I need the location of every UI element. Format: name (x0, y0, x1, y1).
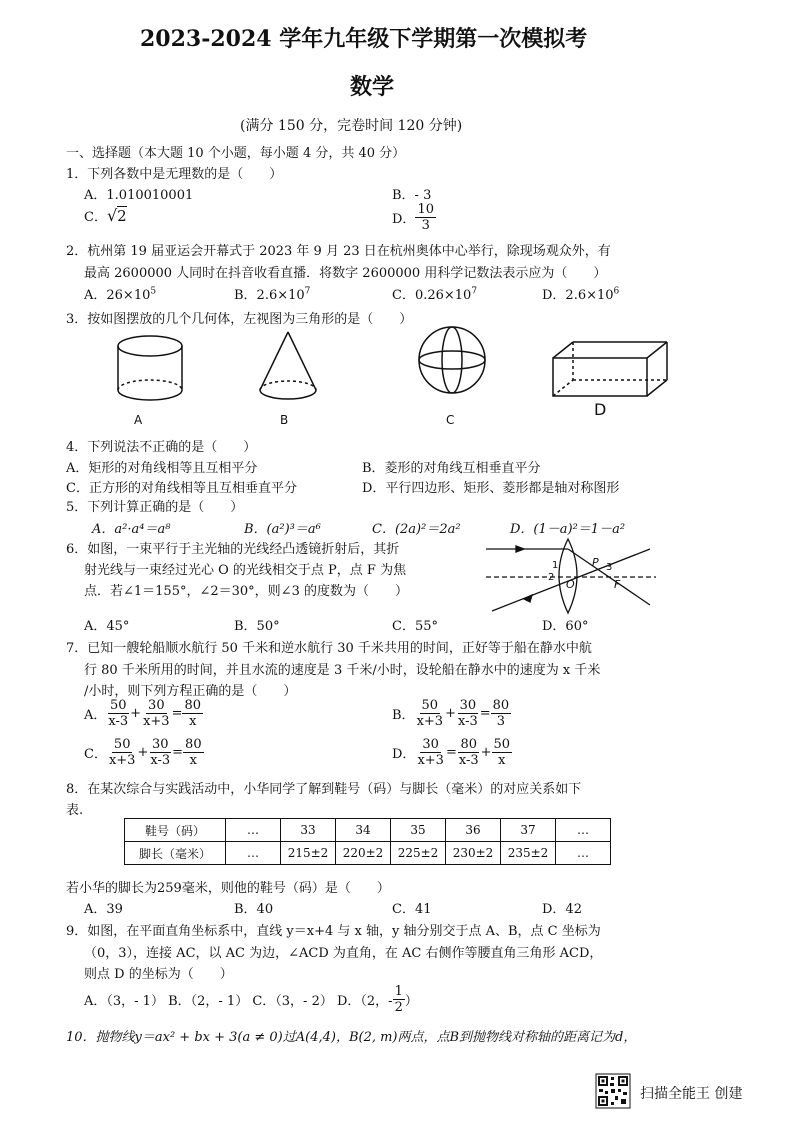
q1-option-a: A．1.010010001 (84, 188, 194, 203)
q9-line1: 9．如图，在平面直角坐标系中，直线 y＝x+4 与 x 轴，y 轴分别交于点 A、B，点 C 坐标为 (66, 924, 601, 939)
sqrt-symbol: √ (106, 206, 118, 225)
q3-label-d: D (594, 400, 607, 419)
q7-b-label: B． (392, 708, 415, 723)
q2-a-exp: 5 (150, 286, 157, 297)
num: 80 (460, 737, 477, 752)
num: 30 (422, 737, 439, 752)
q8-option-d: D．42 (542, 902, 582, 917)
q4-option-d: D．平行四边形、矩形、菱形都是轴对称图形 (362, 481, 620, 496)
q2-option-b (234, 284, 310, 303)
q3-stem: 3．按如图摆放的几个几何体，左视图为三角形的是（ ） (66, 312, 413, 327)
q7-b-frac2 (456, 698, 480, 729)
q6-option-d: D．60° (542, 619, 589, 634)
q5-option-a: A．a²·a⁴＝a⁸ (92, 522, 171, 537)
q6-option-b: B．50° (234, 619, 280, 634)
sphere-figure (419, 327, 485, 393)
num: 50 (113, 737, 131, 752)
q6-line2: 射光线与一束经过光心 O 的光线相交于点 P，点 F 为焦 (84, 563, 407, 578)
q2-c-exp: 7 (471, 286, 478, 297)
table-cell: 36 (446, 819, 501, 842)
q2-option-a (84, 284, 156, 303)
equals-sign: = (171, 706, 183, 721)
table-cell: 215±2 (281, 842, 336, 865)
q7-c-frac1 (107, 737, 138, 768)
q2-b-exp: 7 (304, 286, 311, 297)
q7-a-label: A． (84, 708, 107, 723)
num: 30 (459, 698, 477, 713)
q2-d-exp: 6 (613, 286, 620, 297)
q3-label-a: A (134, 413, 143, 427)
section-heading: 一、选择题（本大题 10 个小题，每小题 4 分，共 40 分） (66, 146, 406, 161)
den: 3 (496, 714, 506, 729)
q9-line2: （0，3），连接 AC，以 AC 为边，∠ACD 为直角，在 AC 右侧作等腰直角三角形 ACD， (84, 946, 603, 961)
q9-options-text: A．（3，- 1） B．（2，- 1） C．（3，- 2） D．（2，- (84, 994, 393, 1009)
q1-option-b: B．- 3 (392, 188, 432, 203)
q7-b-frac1 (415, 698, 446, 729)
num: 50 (421, 698, 439, 713)
q7-a-frac3 (182, 698, 203, 729)
q8-line2: 表. (66, 803, 84, 818)
q8-option-c: C．41 (392, 902, 432, 917)
q7-c-frac2 (148, 737, 172, 768)
q2-d-text: D．2.6×10 (542, 288, 614, 303)
plus-sign: + (137, 745, 149, 760)
table-cell: 37 (501, 819, 556, 842)
q6-option-c: C．55° (392, 619, 438, 634)
q6-option-a: A．45° (84, 619, 130, 634)
q7-option-c (84, 737, 204, 768)
table-cell: … (226, 819, 281, 842)
q7-d-frac1 (415, 737, 446, 768)
q8-line1: 8．在某次综合与实践活动中，小华同学了解到鞋号（码）与脚长（毫米）的对应关系如下 (66, 782, 582, 797)
equals-sign: = (445, 745, 457, 760)
num: 1 (394, 984, 403, 999)
table-cell: 35 (391, 819, 446, 842)
table-cell: 33 (281, 819, 336, 842)
num: 80 (492, 698, 510, 713)
table-cell: … (556, 842, 611, 865)
num: 50 (493, 737, 511, 752)
table-cell: 230±2 (446, 842, 501, 865)
q1-den: 3 (421, 218, 430, 233)
den: x+3 (108, 753, 136, 768)
q4-stem: 4．下列说法不正确的是（ ） (66, 440, 257, 455)
q6-line1: 6．如图，一束平行于主光轴的光线经凸透镜折射后，其折 (66, 542, 400, 557)
q4-option-b: B．菱形的对角线互相垂直平分 (362, 461, 541, 476)
q4-option-c: C．正方形的对角线相等且互相垂直平分 (66, 481, 297, 496)
plus-sign: + (445, 706, 456, 721)
q6-label-p: P (592, 556, 599, 569)
q1-option-c (84, 206, 127, 225)
q7-a-frac1 (106, 698, 130, 729)
q3-label-c: C (446, 413, 455, 427)
den: x+3 (143, 714, 170, 729)
q7-c-label: C． (84, 747, 107, 762)
q1-option-c-label: C． (84, 210, 107, 225)
num: 30 (151, 737, 169, 752)
q10-line1: 10．抛物线y＝ax² + bx + 3(a ≠ 0)过A(4,4)，B(2, m)两点，点B到抛物线对称轴的距离记为d， (66, 1030, 637, 1045)
table-cell: … (556, 819, 611, 842)
table-cell: 34 (336, 819, 391, 842)
table-cell: 235±2 (501, 842, 556, 865)
q1-fraction (415, 202, 436, 233)
den: x-3 (108, 714, 129, 729)
exam-subject: 数学 (350, 74, 395, 100)
table-row (125, 842, 611, 865)
q5-option-c: C．(2a)²＝2a² (372, 522, 461, 537)
q9-options (84, 984, 418, 1015)
q1-num: 10 (417, 202, 434, 217)
table-cell: 220±2 (336, 842, 391, 865)
num: 80 (184, 698, 202, 713)
q2-a-text: A．26×10 (84, 288, 151, 303)
plus-sign: + (480, 745, 492, 760)
plus-sign: + (130, 706, 142, 721)
den: x (189, 753, 197, 768)
num: 50 (110, 698, 127, 713)
q6-line3: 点．若∠1＝155°，∠2＝30°，则∠3 的度数为（ ） (84, 584, 408, 599)
q7-d-label: D． (392, 747, 416, 762)
q2-line2: 最高 2600000 人同时在抖音收看直播．将数字 2600000 用科学记数法表示应为（ ） (84, 266, 607, 281)
q1-radicand: 2 (117, 207, 127, 225)
den: x (189, 714, 197, 729)
equals-sign: = (172, 745, 184, 760)
q6-label-1: 1 (552, 560, 559, 571)
q9-close: ） (404, 994, 418, 1009)
exam-title: 2023-2024 学年九年级下学期第一次模拟考 (140, 26, 588, 52)
table-cell: 脚长（毫米） (125, 842, 226, 865)
den: x+3 (416, 714, 444, 729)
q5-stem: 5．下列计算正确的是（ ） (66, 500, 244, 515)
q2-option-c (392, 284, 477, 303)
q7-b-frac3 (491, 698, 512, 729)
q7-option-a (84, 698, 203, 729)
q7-line2: 行 80 千米所用的时间，并且水流的速度是 3 千米/小时，设轮船在静水中的速度为 x 千米 (84, 663, 601, 678)
den: x+3 (417, 753, 444, 768)
q8-option-a: A．39 (84, 902, 123, 917)
q7-option-b (392, 698, 511, 729)
q6-label-3: 3 (606, 562, 613, 573)
q2-c-text: C．0.26×10 (392, 288, 472, 303)
q7-c-frac3 (183, 737, 204, 768)
equals-sign: = (479, 706, 491, 721)
q9-d-fraction (393, 984, 405, 1015)
q7-d-frac2 (457, 737, 481, 768)
q6-label-2: 2 (548, 572, 555, 583)
q7-option-d (392, 737, 512, 768)
q9-line3: 则点 D 的坐标为（ ） (84, 967, 233, 982)
qr-code-icon (596, 1074, 630, 1108)
cylinder-figure (118, 336, 182, 400)
table-cell: 鞋号（码） (125, 819, 226, 842)
q6-label-o: O (566, 578, 575, 591)
q1-option-d-label: D． (392, 212, 416, 227)
q7-line1: 7．已知一艘轮船顺水航行 50 千米和逆水航行 30 千米共用的时间，正好等于船在静水中航 (66, 641, 592, 656)
q2-line1: 2．杭州第 19 届亚运会开幕式于 2023 年 9 月 23 日在杭州奥体中心举行，除现场观众外，有 (66, 244, 611, 259)
num: 30 (148, 698, 165, 713)
q7-a-frac2 (141, 698, 172, 729)
cone-figure (260, 332, 316, 399)
q1-option-d (392, 202, 436, 233)
q2-option-d (542, 284, 619, 303)
q4-option-a: A．矩形的对角线相等且互相平分 (66, 461, 258, 476)
q3-label-b: B (280, 413, 289, 427)
den: x-3 (458, 753, 479, 768)
q2-b-text: B．2.6×10 (234, 288, 305, 303)
den: x-3 (457, 714, 478, 729)
q7-d-frac3 (492, 737, 513, 768)
table-cell: 225±2 (391, 842, 446, 865)
q5-option-b: B．(a²)³＝a⁶ (244, 522, 321, 537)
q5-option-d: D．(1－a)²＝1－a² (510, 522, 626, 537)
q7-line3: /小时，则下列方程正确的是（ ） (84, 684, 297, 699)
den: x-3 (150, 753, 171, 768)
table-cell: … (226, 842, 281, 865)
q6-label-f: F (614, 578, 621, 591)
den: x (498, 753, 506, 768)
q6-lens-figure (486, 535, 656, 615)
num: 80 (185, 737, 202, 752)
shoe-size-table (124, 818, 611, 865)
cuboid-figure (553, 342, 667, 396)
table-row (125, 819, 611, 842)
q3-figures (0, 328, 794, 448)
q1-stem: 1．下列各数中是无理数的是（ ） (66, 167, 283, 182)
q8-option-b: B．40 (234, 902, 274, 917)
scanner-brand: 扫描全能王 创建 (640, 1086, 743, 1102)
exam-info: (满分 150 分，完卷时间 120 分钟) (240, 118, 463, 134)
den: 2 (394, 1000, 403, 1015)
q8-after: 若小华的脚长为259毫米，则他的鞋号（码）是（ ） (66, 881, 390, 896)
